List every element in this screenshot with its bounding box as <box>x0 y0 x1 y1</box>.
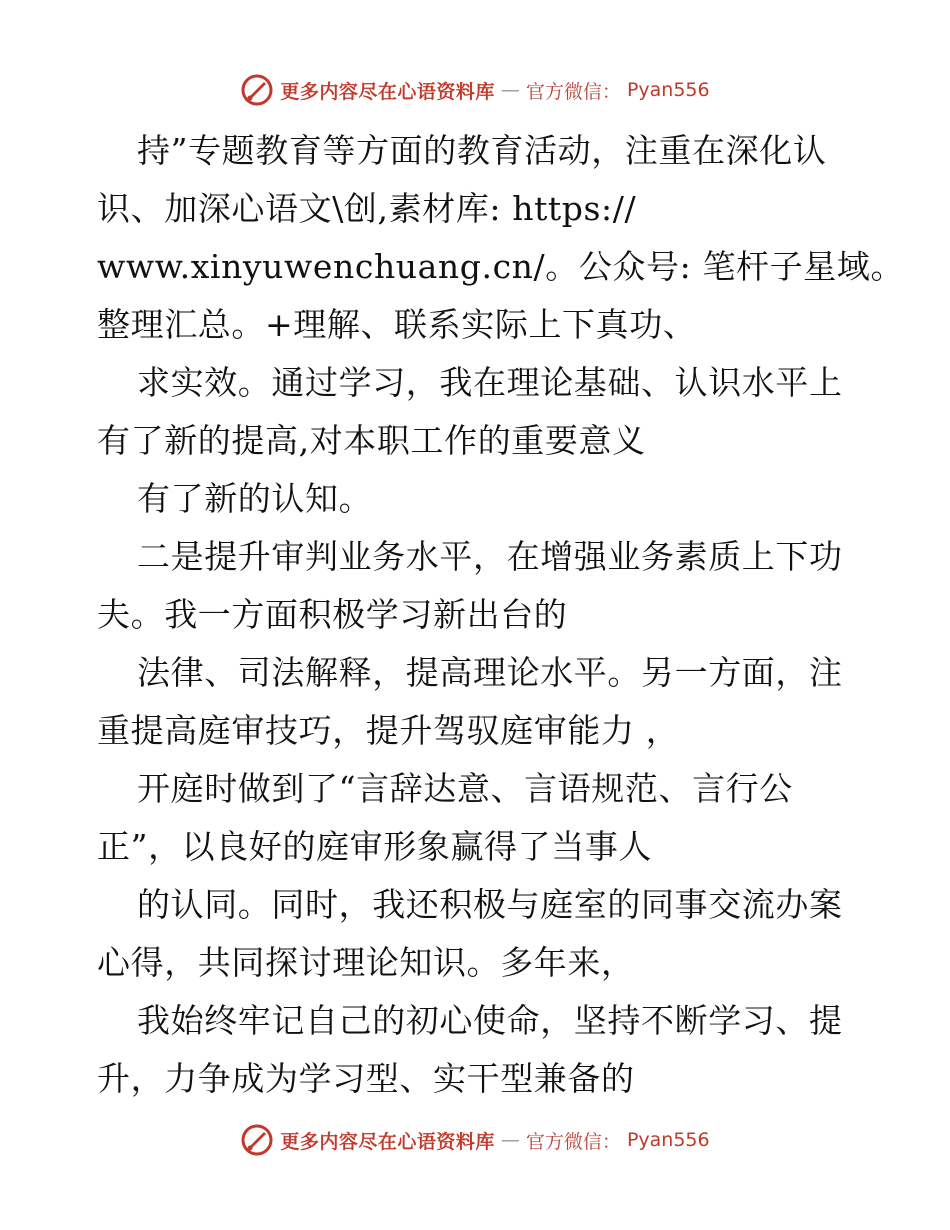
footer-official-label: 官方微信： <box>525 1130 621 1153</box>
footer-wechat-id: Pyan556 <box>626 1129 710 1151</box>
footer-site-text: 更多内容尽在心语资料库 <box>280 1130 495 1153</box>
body-line: 整理汇总。+理解、联系实际上下真功、 <box>97 305 697 344</box>
body-line: 识、加深心语文\创,素材库: https:// <box>97 189 637 228</box>
header-separator: — <box>500 79 520 101</box>
body-line: 夫。我一方面积极学习新出台的 <box>97 595 568 634</box>
header-official-label: 官方微信： <box>525 80 621 103</box>
document-body <box>97 122 905 1108</box>
quill-logo-icon <box>240 1123 274 1157</box>
body-line: 正”，以良好的庭审形象赢得了当事人 <box>97 827 653 866</box>
body-line: 有了新的认知。 <box>137 479 373 518</box>
body-line: 心得，共同探讨理论知识。多年来， <box>97 943 635 982</box>
body-line: 我始终牢记自己的初心使命，坚持不断学习、提 <box>137 1001 843 1040</box>
body-line: 升，力争成为学习型、实干型兼备的 <box>97 1059 635 1098</box>
body-line: 的认同。同时，我还积极与庭室的同事交流办案 <box>137 885 843 924</box>
header-site-text: 更多内容尽在心语资料库 <box>280 80 495 103</box>
header-wechat-id: Pyan556 <box>626 79 710 101</box>
body-line: 有了新的提高,对本职工作的重要意义 <box>97 421 646 460</box>
body-line: 求实效。通过学习，我在理论基础、认识水平上 <box>137 363 843 402</box>
quill-logo-icon <box>240 73 274 107</box>
body-line: www.xinyuwenchuang.cn/。公众号: 笔杆子星域。 <box>97 247 905 286</box>
body-line: 重提高庭审技巧，提升驾驭庭审能力 ， <box>97 711 680 750</box>
body-line: 法律、司法解释，提高理论水平。另一方面，注 <box>137 653 843 692</box>
body-line: 二是提升审判业务水平，在增强业务素质上下功 <box>137 537 843 576</box>
body-line: 开庭时做到了“言辞达意、言语规范、言行公 <box>137 769 793 808</box>
footer-banner <box>0 1120 950 1160</box>
header-banner <box>0 70 950 110</box>
body-line: 持”专题教育等方面的教育活动，注重在深化认 <box>137 131 827 170</box>
footer-separator: — <box>500 1129 520 1151</box>
